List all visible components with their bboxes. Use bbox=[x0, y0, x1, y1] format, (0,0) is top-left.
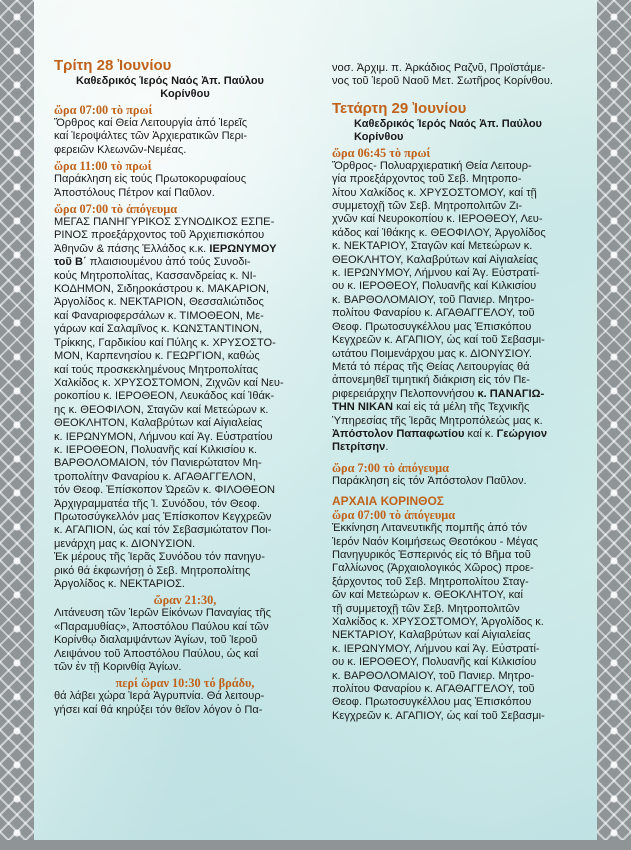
text-line: κούς Μητροπολίτας, Κασσανδρείας κ. ΝΙ- bbox=[54, 269, 257, 282]
text-line: φερειῶν Κλεωνῶν-Νεμέας. bbox=[54, 143, 187, 156]
text-line: «Παραμυθίας», Ἀποστόλου Παύλου καί τῶν bbox=[54, 620, 269, 633]
paragraph-liturgy bbox=[332, 160, 580, 361]
text-line: γία προεξάρχοντος τοῦ Σεβ. Μητροπο- bbox=[332, 173, 522, 186]
paragraph-vigil bbox=[54, 690, 316, 717]
text-line: Ὄρθρος- Πολυαρχιερατική Θεία Λειτουρ- bbox=[332, 159, 532, 172]
archbishop-name: ΙΕΡΩΝΥΜΟΥ bbox=[209, 242, 277, 255]
text-line: ΚΟΔΗΜΟΝ, Σιδηροκάστρου κ. ΜΑΚΑΡΙΟΝ, bbox=[54, 283, 270, 296]
time-heading: ὥρα 11:00 τὸ πρωί bbox=[54, 159, 152, 174]
decorative-border-left bbox=[0, 0, 34, 850]
text-line: ξάρχοντος τοῦ Σεβ. Μητροπολίτου Σταγ- bbox=[332, 575, 529, 588]
text-line: Χαλκίδος κ. ΧΡΥΣΟΣΤΟΜΟΝ, Ζιχνῶν καί Νευ- bbox=[54, 376, 284, 389]
text-line: Ἀργολίδος κ. ΝΕΚΤΑΡΙΟΝ, Θεσσαλιώτιδος bbox=[54, 296, 264, 309]
text-line: λίτου Χαλκίδος κ. ΧΡΥΣΟΣΤΟΜΟΥ, καί τῇ bbox=[332, 186, 537, 199]
text-line: Ἀρχιγραμματέα τῆς Ἰ. Συνόδου, τόν Θεοφ. bbox=[54, 497, 261, 510]
text-line: Ὑπηρεσίας τῆς Ἱερᾶς Μητροπόλεώς μας κ. bbox=[332, 414, 543, 427]
time-heading: ὥρα 06:45 τὸ πρωί bbox=[332, 145, 431, 160]
place-heading: ΑΡΧΑΙΑ ΚΟΡΙΝΘΟΣ bbox=[332, 494, 444, 509]
venue-city: Κορίνθου bbox=[354, 130, 404, 143]
venue-city: Κορίνθου bbox=[160, 88, 210, 100]
time-heading: περί ὥραν 10:30 τό βράδυ, bbox=[115, 676, 255, 691]
time-heading: ὥρα 07:00 τὸ ἀπόγευμα bbox=[332, 508, 456, 523]
text-line: ου κ. ΙΕΡΟΘΕΟΥ, Πολυανῆς καί Κιλκισίου bbox=[332, 656, 537, 669]
awardee-name: Γεώργιον bbox=[496, 427, 547, 440]
text-line: ἀπονεμηθεῖ τιμητική διάκριση εἰς τόν Πε- bbox=[332, 374, 530, 387]
text-line: κ. ΙΕΡΩΝΥΜΟΝ, Λήμνου καί Ἁγ. Εὐστρατίου bbox=[54, 430, 273, 443]
text-line: Πρωτοσύγκελλόν μας Ἐπίσκοπον Κεγχρεῶν bbox=[54, 510, 272, 523]
text-line: Ἀποστόλους Πέτρον καί Παῦλον. bbox=[54, 186, 215, 199]
text-line: Χαλκίδος κ. ΧΡΥΣΟΣΤΟΜΟΥ, Ἀργολίδος κ. bbox=[332, 616, 544, 628]
text-fragment: πλαισιουμένου ἀπό τούς Συνοδι- bbox=[86, 256, 251, 269]
text-line: Κεγχρεῶν κ. ΑΓΑΠΙΟΥ, ὡς καί τοῦ Σεβασμι- bbox=[332, 709, 545, 722]
paragraph-procession bbox=[332, 522, 580, 723]
text-line: Λιτάνευση τῶν Ἱερῶν Εἰκόνων Παναγίας τῆς bbox=[54, 607, 271, 620]
text-line: ΘΕΟΚΛΗΤΟΥ, Καλαβρύτων καί Αἰγιαλείας bbox=[332, 253, 538, 266]
text-line: Πανηγυρικός Ἑσπερινός εἰς τό Βῆμα τοῦ bbox=[332, 548, 531, 561]
text-line: ρικό θά ἐκφωνήσῃ ὁ Σεβ. Μητροπολίτης bbox=[54, 564, 251, 577]
text-line: πολίτου Φαναρίου κ. ΑΓΑΘΑΓΓΕΛΟΥ, τοῦ bbox=[332, 683, 535, 696]
awardee-name: Πετρίτσην bbox=[332, 441, 386, 454]
text-line: τῶν ἐν τῇ Κορινθίᾳ Ἁγίων. bbox=[54, 661, 182, 674]
text-line: ης κ. ΘΕΟΦΙΛΟΝ, Σταγῶν καί Μετεώρων κ. bbox=[54, 403, 269, 416]
text-line: Τρίκκης, Γαρδικίου καί Πύλης κ. ΧΡΥΣΟΣΤΟ- bbox=[54, 336, 276, 349]
text-fragment: καί εἰς τά μέλη τῆς Τεχνικῆς bbox=[393, 401, 530, 414]
text-line: καί Ἱεροψάλτες τῶν Ἀρχιερατικῶν Περι- bbox=[54, 130, 248, 143]
text-line: τόν Θεοφ. Ἐπίσκοπον Ὠρεῶν κ. ΦΙΛΟΘΕΟΝ bbox=[54, 484, 275, 497]
time-heading: ὥραν 21:30, bbox=[153, 593, 217, 608]
text-line: τῇ συμμετοχῇ τῶν Σεβ. Μητροπολιτῶν bbox=[332, 602, 520, 615]
text-line: Θεοφ. Πρωτοσυγκέλλου μας Ἐπισκόπου bbox=[332, 320, 532, 333]
text-line: κάδος καί Ἰθάκης κ. ΘΕΟΦΙΛΟΥ, Ἀργολίδος bbox=[332, 226, 546, 239]
text-line: Παράκληση εἰς τούς Πρωτοκορυφαίους bbox=[54, 173, 247, 186]
paragraph-litany bbox=[54, 607, 316, 674]
text-line: ροκοπίου κ. ΙΕΡΟΘΕΟΝ, Λευκάδος καί Ἰθάκ- bbox=[54, 390, 275, 403]
day-heading-wednesday: Τετάρτη 29 Ἰουνίου bbox=[332, 99, 467, 117]
text-line: Γαλλίωνος (Ἀρχαιολογικός Χῶρος) προε- bbox=[332, 562, 534, 575]
text-line: Ἱερόν Ναόν Κοιμήσεως Θεοτόκου - Μέγας bbox=[332, 535, 538, 548]
text-line: ου κ. ΙΕΡΟΘΕΟΥ, Πολυανῆς καί Κιλκισίου bbox=[332, 280, 537, 293]
text-line: ΝΕΚΤΑΡΙΟΥ, Καλαβρύτων καί Αἰγιαλείας bbox=[332, 629, 531, 642]
venue-line bbox=[354, 118, 580, 144]
text-line: ΜΟΝ, Καρπενησίου κ. ΓΕΩΡΓΙΟΝ, καθώς bbox=[54, 350, 260, 363]
document-page bbox=[34, 0, 597, 840]
paragraph-award bbox=[332, 361, 580, 455]
venue-name: Καθεδρικός Ἱερός Ναός Ἀπ. Παύλου bbox=[76, 75, 264, 87]
text-line: Ἀθηνῶν & πάσης Ἑλλάδος κ.κ. bbox=[54, 242, 207, 255]
venue-name: Καθεδρικός Ἱερός Ναός Ἀπ. Παύλου bbox=[354, 117, 542, 130]
text-line: Ὄρθρος καί Θεία Λειτουργία ἀπό Ἱερεῖς bbox=[54, 117, 248, 129]
text-fragment: καί κ. bbox=[464, 427, 497, 440]
awardee-name: ΤΗΝ ΝΙΚΑΝ bbox=[332, 401, 394, 414]
text-line: ΒΑΡΘΟΛΟΜΑΙΟΝ, τόν Πανιερώτατον Μη- bbox=[54, 457, 262, 470]
text-line: κ. ΑΓΑΠΙΟΝ, ὡς καί τόν Σεβασμιώτατον Ποι- bbox=[54, 524, 272, 537]
text-line: πολίτου Φαναρίου κ. ΑΓΑΘΑΓΓΕΛΟΥ, τοῦ bbox=[332, 307, 535, 320]
text-line: τροπολίτην Φαναρίου κ. ΑΓΑΘΑΓΓΕΛΟΝ, bbox=[54, 470, 256, 483]
text-line: μενάρχη μας κ. ΔΙΟΝΥΣΙΟΝ. bbox=[54, 537, 196, 550]
text-line: γάρων καί Σαλαμῖνος κ. ΚΩΝΣΤΑΝΤΙΝΟΝ, bbox=[54, 323, 263, 336]
text-line: νοσ. Ἀρχιμ. π. Ἀρκάδιος Ραζνῦ, Προϊστάμε- bbox=[332, 62, 546, 74]
text-line: Θεοφ. Πρωτοσυγκέλλου μας Ἐπισκόπου bbox=[332, 696, 532, 709]
paragraph-paraklisi bbox=[54, 173, 316, 200]
text-line: Ἐκ μέρους τῆς Ἱερᾶς Συνόδου τόν πανηγυ- bbox=[54, 551, 265, 564]
text-line: ΡΙΝΟΣ προεξάρχοντος τοῦ Ἀρχιεπισκόπου bbox=[54, 229, 265, 242]
text-line: Ἀργολίδος κ. ΝΕΚΤΑΡΙΟΣ. bbox=[54, 578, 185, 590]
text-line: καί Φαναριοφερσάλων κ. ΤΙΜΟΘΕΟΝ, Με- bbox=[54, 309, 264, 322]
text-line: ΘΕΟΚΛΗΤΟΝ, Καλαβρύτων καί Αἰγιαλείας bbox=[54, 417, 263, 430]
paragraph-vespers bbox=[54, 216, 316, 551]
right-column bbox=[332, 62, 580, 723]
awardee-name: Ἀπόστολον Παπαφωτίου bbox=[332, 427, 465, 440]
paragraph-panegyric bbox=[54, 551, 316, 591]
text-line: κ. ΙΕΡΟΘΕΟΝ, Πολυανῆς καί Κιλκισίου κ. bbox=[54, 443, 257, 456]
text-line: Ἐκκίνηση Λιτανευτικῆς πομπῆς ἀπό τόν bbox=[332, 522, 528, 535]
decorative-border-bottom bbox=[0, 840, 631, 850]
text-line: καί τούς προσκεκλημένους Μητροπολίτας bbox=[54, 363, 259, 376]
text-fragment: ριφερειάρχην Πελοποννήσου bbox=[332, 387, 478, 400]
archbishop-ordinal: τοῦ Β΄ bbox=[54, 256, 87, 269]
day-heading-tuesday: Τρίτη 28 Ἰουνίου bbox=[54, 57, 172, 74]
text-line: κ. ΒΑΡΘΟΛΟΜΑΙΟΥ, τοῦ Πανιερ. Μητρο- bbox=[332, 293, 535, 306]
text-line: κ. ΙΕΡΩΝΥΜΟΥ, Λήμνου καί Ἁγ. Εὐστρατί- bbox=[332, 642, 540, 655]
text-line: συμμετοχῇ τῶν Σεβ. Μητροπολιτῶν Ζι- bbox=[332, 200, 523, 213]
venue-line bbox=[76, 75, 316, 101]
text-line: νος τοῦ Ἱεροῦ Ναοῦ Μετ. Σωτῆρος Κορίνθου. bbox=[332, 75, 553, 88]
text-line: ΜΕΓΑΣ ΠΑΝΗΓΥΡΙΚΟΣ ΣΥΝΟΔΙΚΟΣ ΕΣΠΕ- bbox=[54, 216, 275, 229]
text-line: κ. ΒΑΡΘΟΛΟΜΑΙΟΥ, τοῦ Πανιερ. Μητρο- bbox=[332, 669, 535, 682]
decorative-border-right bbox=[597, 0, 631, 850]
text-line: ωτάτου Ποιμενάρχου μας κ. ΔΙΟΝΥΣΙΟΥ. bbox=[332, 347, 532, 360]
paragraph-paraklisi-paul: Παράκληση εἰς τόν Ἀπόστολον Παῦλον. bbox=[332, 474, 527, 487]
awardee-name: κ. ΠΑΝΑΓΙΩ- bbox=[477, 387, 545, 400]
text-line: ῶν καί Μετεώρων κ. ΘΕΟΚΛΗΤΟΥ, καί bbox=[332, 589, 523, 602]
time-heading: ὥρα 07:00 τὸ ἀπόγευμα bbox=[54, 202, 178, 217]
text-line: Κορίνθῳ διαλαμψάντων Ἁγίων, τοῦ Ἱεροῦ bbox=[54, 634, 258, 647]
time-heading: ὥρα 7:00 τὸ ἀπόγευμα bbox=[332, 460, 449, 475]
paragraph-continuation bbox=[332, 62, 580, 89]
paragraph-orthros bbox=[54, 117, 316, 157]
text-line: θά λάβει χώρα Ἱερά Ἀγρυπνία. Θά λειτουρ- bbox=[54, 690, 265, 703]
text-line: κ. ΝΕΚΤΑΡΙΟΥ, Σταγῶν καί Μετεώρων κ. bbox=[332, 240, 533, 253]
text-fragment: . bbox=[385, 441, 389, 454]
text-line: γήσει καί θά κηρύξει τόν θεῖον λόγον ὁ Πα- bbox=[54, 703, 263, 716]
text-line: χνῶν καί Νευροκοπίου κ. ΙΕΡΟΘΕΟΥ, Λευ- bbox=[332, 213, 543, 226]
text-line: κ. ΙΕΡΩΝΥΜΟΥ, Λήμνου καί Ἁγ. Εὐστρατί- bbox=[332, 267, 540, 280]
time-heading: ὥρα 07:00 τὸ πρωί bbox=[54, 103, 153, 117]
text-line: Κεγχρεῶν κ. ΑΓΑΠΙΟΥ, ὡς καί τοῦ Σεβασμι- bbox=[332, 334, 545, 347]
left-column bbox=[54, 58, 316, 717]
text-line: Λειψάνου τοῦ Ἀποστόλου Παύλου, ὡς καί bbox=[54, 647, 259, 660]
text-line: Μετά τό πέρας τῆς Θείας Λειτουργίας θά bbox=[332, 360, 530, 373]
